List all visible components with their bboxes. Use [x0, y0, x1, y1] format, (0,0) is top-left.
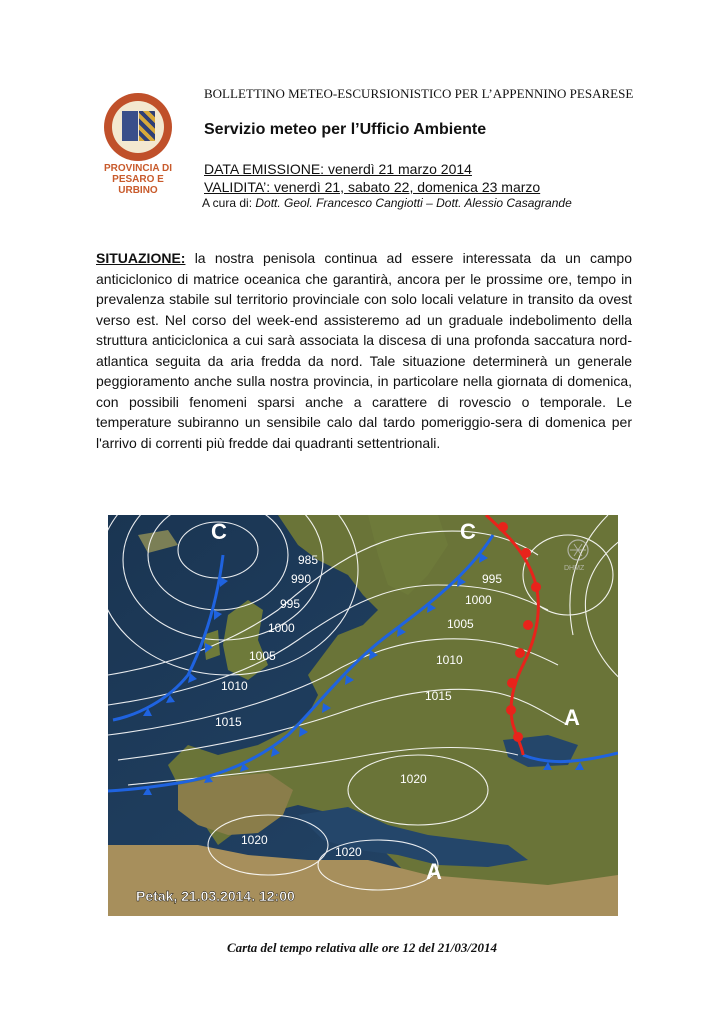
logo-text [96, 163, 180, 196]
isobar-label: 985 [298, 553, 319, 567]
authors-names: Dott. Geol. Francesco Cangiotti – Dott. Alessio Casagrande [255, 196, 572, 210]
authors-prefix: A cura di: [202, 196, 256, 210]
isobar-label: 1000 [465, 593, 492, 607]
situation-text: la nostra penisola continua ad essere interessata da un campo anticiclonico di matrice oceanica che garantirà, ancora per le prossime ore, tempo in prevalenza stabile sul territorio provinciale con solo locali velature in transito da ovest verso est. Nel corso del week-end assisteremo ad un graduale indebolimento della struttura anticiclonica a cui sarà associata la discesa di una profonda saccatura nord-atlantica seguita da aria fredda da nord. Tale situazione determinerà un generale peggioramento anche sulla nostra provincia, in particolare nella giornata di domenica, con possibili fenomeni sparsi anche a carattere di rovescio o temporale. Le temperature subiranno un sensibile calo dal tardo pomeriggio-sera di domenica per l'arrivo di correnti più fredde dai quadranti settentrionali. [96, 250, 632, 451]
isobar-label: 995 [280, 597, 301, 611]
validity-dates: VALIDITA’: venerdì 21, sabato 22, domenica 23 marzo [204, 179, 541, 195]
coat-of-arms-icon [104, 93, 172, 161]
emission-date: DATA EMISSIONE: venerdì 21 marzo 2014 [204, 161, 472, 177]
isobar-label: 1015 [425, 689, 452, 703]
isobar-label: 1020 [400, 772, 427, 786]
high-pressure-label-east: A [564, 705, 580, 730]
provincia-logo [96, 93, 186, 196]
isobar-label: 1020 [241, 833, 268, 847]
low-pressure-label-north: C [460, 519, 476, 544]
map-timestamp: Petak, 21.03.2014. 12:00 [136, 888, 295, 904]
weather-map [108, 515, 618, 916]
page-title: Servizio meteo per l’Ufficio Ambiente [204, 121, 487, 138]
isobar-label: 1010 [221, 679, 248, 693]
logo-line-2: PESARO E URBINO [112, 174, 164, 196]
bulletin-heading: BOLLETTINO METEO-ESCURSIONISTICO PER L’APPENNINO PESARESE [204, 86, 634, 101]
isobar-label: 1010 [436, 653, 463, 667]
isobar-label: 1000 [268, 621, 295, 635]
authors-line [202, 196, 572, 210]
logo-line-1: PROVINCIA DI [104, 163, 172, 174]
isobar-label: 1005 [249, 649, 276, 663]
high-pressure-label-south: A [426, 859, 442, 884]
isobar-label: 1015 [215, 715, 242, 729]
situation-label: SITUAZIONE: [96, 250, 186, 266]
dhmz-watermark: DHMZ [564, 565, 585, 572]
isobar-label: 995 [482, 572, 503, 586]
map-caption: Carta del tempo relativa alle ore 12 del 21/03/2014 [226, 940, 498, 955]
isobar-label: 990 [291, 572, 312, 586]
isobar-label: 1020 [335, 845, 362, 859]
isobar-label: 1005 [447, 617, 474, 631]
situation-paragraph [96, 248, 632, 453]
low-pressure-label-west: C [211, 519, 227, 544]
